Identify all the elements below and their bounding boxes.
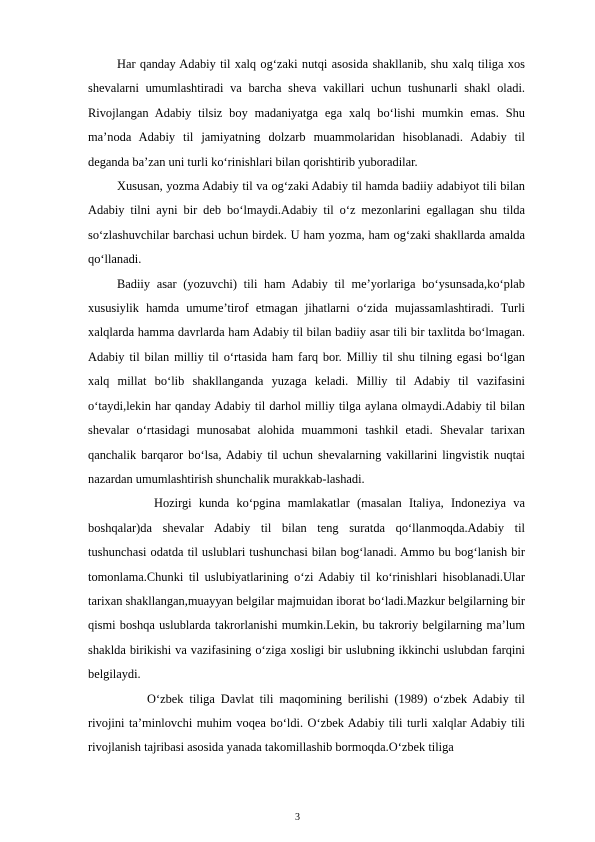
body-text	[88, 52, 525, 760]
page-number: 3	[295, 812, 300, 823]
paragraph-5: O‘zbek tiliga Davlat tili maqomining berilishi (1989) o‘zbek Adabiy til rivojini ta’minlovchi muhim voqea bo‘ldi. O‘zbek Adabiy tili turli xalqlar Adabiy tili rivojlanish tajribasi asosida yanada takomillashib bormoqda.O‘zbek tiliga	[88, 691, 525, 755]
paragraph-1: Har qanday Adabiy til xalq og‘zaki nutqi asosida shakllanib, shu xalq tiliga xos shevalarni umumlashtiradi va barcha sheva vakillari uchun tushunarli shakl oladi. Rivojlangan Adabiy tilsiz boy madaniyatga ega xalq bo‘lishi mumkin emas. Shu ma’noda Adabiy til jamiyatning dolzarb muammolaridan hisoblanadi. Adabiy til deganda ba’zan uni turli ko‘rinishlari bilan qorishtirib yuboradilar.	[88, 57, 525, 169]
paragraph-4: Hozirgi kunda ko‘pgina mamlakatlar (masalan Italiya, Indoneziya va boshqalar)da shevalar Adabiy til bilan teng suratda qo‘llanmoqda.Adabiy til tushunchasi odatda til uslublari tushunchasi bilan bog‘lanadi. Ammo bu bog‘lanish bir tomonlama.Chunki til uslubiyatlarining o‘zi Adabiy til ko‘rinishlari hisoblanadi.Ular tarixan shakllangan,muayyan belgilar majmuidan iborat bo‘ladi.Mazkur belgilarning bir qismi boshqa uslublarda takrorlanishi mumkin.Lekin, bu takroriy belgilarning ma’lum shaklda birikishi va vazifasining o‘ziga xosligi bir uslubning ikkinchi uslubdan farqini belgilaydi.	[88, 496, 525, 682]
paragraph-3: Badiiy asar (yozuvchi) tili ham Adabiy til me’yorlariga bo‘ysunsada,ko‘plab xususiylik hamda umume’tirof etmagan jihatlarni o‘zida mujassamlashtiradi. Turli xalqlarda hamma davrlarda ham Adabiy til bilan badiiy asar tili bir taxlitda bo‘lmagan. Adabiy til bilan milliy til o‘rtasida ham farq bor. Milliy til shu tilning egasi bo‘lgan xalq millat bo‘lib shakllanganda yuzaga keladi. Milliy til Adabiy til vazifasini o‘taydi,lekin har qanday Adabiy til darhol milliy tilga aylana olmaydi.Adabiy til bilan shevalar o‘rtasidagi munosabat alohida muammoni tashkil etadi. Shevalar tarixan qanchalik barqaror bo‘lsa, Adabiy til uchun shevalarning vakillarini lingvistik nuqtai nazardan umumlashtirish shunchalik murakkab-lashadi.	[88, 276, 525, 486]
paragraph-2: Xususan, yozma Adabiy til va og‘zaki Adabiy til hamda badiiy adabiyot tili bilan Adabiy tilni ayni bir deb bo‘lmaydi.Adabiy til o‘z mezonlarini egallagan shu tilda so‘zlashuvchilar barchasi uchun birdek. U ham yozma, ham og‘zaki shakllarda amalda qo‘llanadi.	[88, 179, 525, 267]
